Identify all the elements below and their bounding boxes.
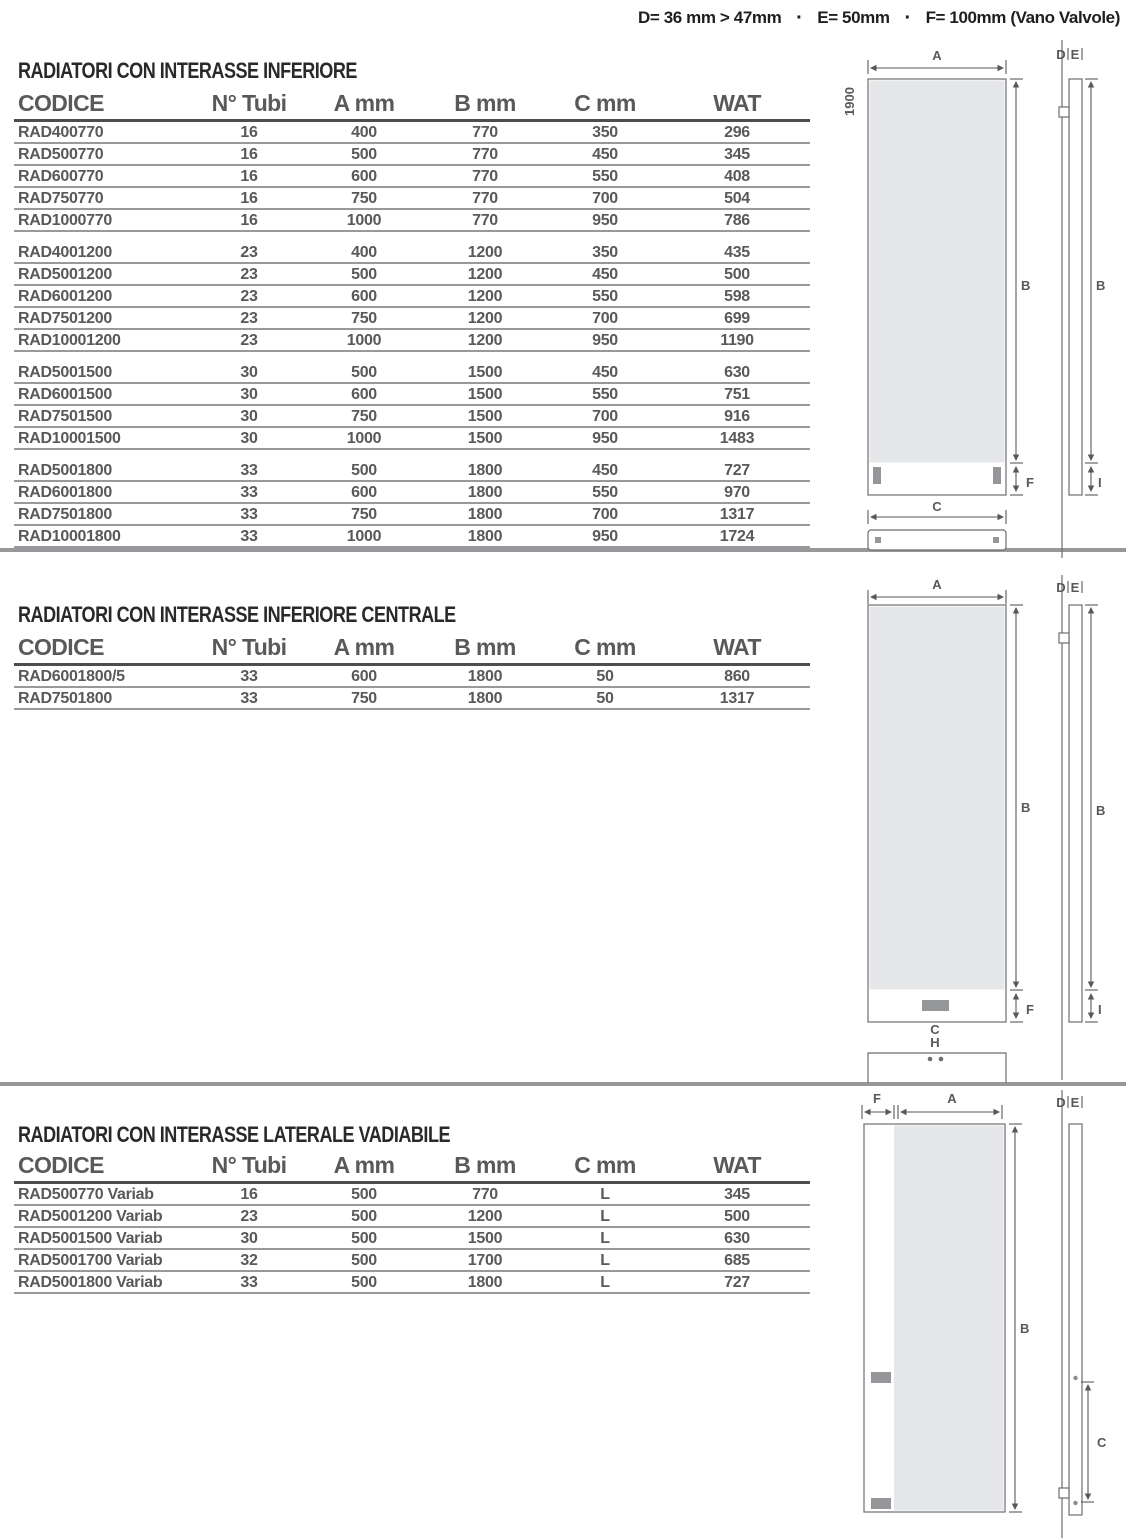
radiator-side-view <box>1069 1124 1082 1515</box>
code-cell: RAD5001800 <box>18 462 112 479</box>
dim-label-b-side: B <box>1096 278 1106 293</box>
value-cell: 450 <box>592 266 618 283</box>
value-cell: 50 <box>596 690 614 707</box>
value-cell: L <box>600 1186 610 1203</box>
value-cell: 30 <box>240 364 258 381</box>
spec-f: F= 100mm (Vano Valvole) <box>925 8 1120 27</box>
column-header: A mm <box>333 1152 395 1178</box>
column-header: N° Tubi <box>211 1152 287 1178</box>
valve-connection-upper <box>871 1372 891 1383</box>
code-cell: RAD6001500 <box>18 386 112 403</box>
value-cell: 16 <box>240 168 258 185</box>
value-cell: L <box>600 1230 610 1247</box>
table-row <box>14 482 810 504</box>
value-cell: 450 <box>592 364 618 381</box>
value-cell: 550 <box>592 484 618 501</box>
code-cell: RAD5001200 Variab <box>18 1208 163 1225</box>
table-group <box>14 460 810 548</box>
bottom-port-right <box>993 537 999 543</box>
valve-connection-left <box>873 467 881 484</box>
code-cell: RAD5001700 Variab <box>18 1252 163 1269</box>
valve-connection-lower <box>871 1498 891 1509</box>
value-cell: 916 <box>724 408 750 425</box>
code-cell: RAD5001200 <box>18 266 112 283</box>
value-cell: 1317 <box>719 506 755 523</box>
column-header: N° Tubi <box>211 90 287 116</box>
code-cell: RAD500770 <box>18 146 104 163</box>
table-row <box>14 264 810 286</box>
value-cell: 550 <box>592 168 618 185</box>
table-row <box>14 1250 810 1272</box>
value-cell: 950 <box>592 528 618 545</box>
value-cell: 500 <box>351 1208 377 1225</box>
table-row <box>14 460 810 482</box>
diagram-interasse-laterale-variabile <box>830 1090 1126 1538</box>
dim-label-a: A <box>932 577 942 592</box>
valve-connection-right <box>993 467 1001 484</box>
value-cell: 350 <box>592 244 618 261</box>
dim-label-d: D <box>1056 47 1066 62</box>
value-cell: 500 <box>724 1208 750 1225</box>
value-cell: 1200 <box>467 288 503 305</box>
wall-bracket <box>1059 633 1069 643</box>
value-cell: 23 <box>240 310 258 327</box>
value-cell: 23 <box>240 288 258 305</box>
wall-bracket <box>1059 107 1069 117</box>
value-cell: 1800 <box>467 668 503 685</box>
value-cell: 770 <box>472 124 498 141</box>
code-cell: RAD5001500 <box>18 364 112 381</box>
value-cell: 500 <box>351 1186 377 1203</box>
section-title-inferiore-centrale: RADIATORI CON INTERASSE INFERIORE CENTRALE <box>18 602 456 627</box>
table-row <box>14 384 810 406</box>
value-cell: 1724 <box>719 528 755 545</box>
radiator-side-view <box>1069 605 1082 1022</box>
radiator-body <box>870 607 1005 990</box>
value-cell: 435 <box>724 244 750 261</box>
value-cell: 1800 <box>467 462 503 479</box>
value-cell: 1000 <box>346 212 382 229</box>
value-cell: 600 <box>351 168 377 185</box>
value-cell: 500 <box>351 1274 377 1291</box>
column-header: C mm <box>574 1152 636 1178</box>
table-row <box>14 286 810 308</box>
column-header: B mm <box>454 1152 516 1178</box>
value-cell: 1500 <box>467 1230 503 1247</box>
value-cell: 1800 <box>467 690 503 707</box>
table-interasse-laterale-vadiabile <box>14 1150 810 1304</box>
column-header: A mm <box>333 90 395 116</box>
table-row <box>14 526 810 548</box>
value-cell: 16 <box>240 1186 258 1203</box>
column-header: C mm <box>574 634 636 660</box>
central-connection <box>922 1000 949 1011</box>
value-cell: 1800 <box>467 1274 503 1291</box>
value-cell: 16 <box>240 146 258 163</box>
table-row <box>14 688 810 710</box>
value-cell: 500 <box>351 1230 377 1247</box>
table-group <box>14 362 810 450</box>
dim-label-i: I <box>1098 475 1102 490</box>
bottom-port-left <box>875 537 881 543</box>
value-cell: 751 <box>724 386 750 403</box>
code-cell: RAD400770 <box>18 124 104 141</box>
table-row <box>14 330 810 352</box>
value-cell: 950 <box>592 430 618 447</box>
dim-label-f: F <box>1026 475 1034 490</box>
value-cell: 1200 <box>467 244 503 261</box>
value-cell: 1800 <box>467 506 503 523</box>
value-cell: 345 <box>724 1186 750 1203</box>
value-cell: 504 <box>724 190 750 207</box>
dim-label-a: A <box>947 1091 957 1106</box>
radiator-body <box>870 81 1005 463</box>
value-cell: 350 <box>592 124 618 141</box>
column-header: WAT <box>713 1152 761 1178</box>
spec-bullet-2: · <box>904 7 911 29</box>
radiator-bottom-view <box>868 1053 1006 1083</box>
value-cell: 1190 <box>720 332 754 349</box>
column-header: C mm <box>574 90 636 116</box>
table-group <box>14 1184 810 1294</box>
code-cell: RAD6001200 <box>18 288 112 305</box>
value-cell: 770 <box>472 190 498 207</box>
value-cell: 699 <box>724 310 750 327</box>
code-cell: RAD1000770 <box>18 212 112 229</box>
value-cell: 30 <box>240 1230 258 1247</box>
code-cell: RAD10001800 <box>18 528 121 545</box>
table-group <box>14 666 810 710</box>
column-header: CODICE <box>18 90 104 116</box>
value-cell: 770 <box>472 168 498 185</box>
code-cell: RAD500770 Variab <box>18 1186 154 1203</box>
value-cell: 700 <box>592 310 618 327</box>
spec-e: E= 50mm <box>817 8 890 27</box>
dim-label-d: D <box>1056 1095 1066 1110</box>
value-cell: 1200 <box>467 266 503 283</box>
value-cell: 450 <box>592 146 618 163</box>
value-cell: 750 <box>351 690 377 707</box>
value-cell: 408 <box>724 168 750 185</box>
value-cell: 500 <box>351 364 377 381</box>
value-cell: 450 <box>592 462 618 479</box>
dim-label-e: E <box>1070 1095 1080 1110</box>
value-cell: 630 <box>724 1230 750 1247</box>
table-row <box>14 1206 810 1228</box>
table-row <box>14 144 810 166</box>
value-cell: 500 <box>351 1252 377 1269</box>
table-row <box>14 428 810 450</box>
value-cell: 1200 <box>467 332 503 349</box>
value-cell: 1700 <box>467 1252 503 1269</box>
code-cell: RAD5001800 Variab <box>18 1274 163 1291</box>
value-cell: 950 <box>592 332 618 349</box>
side-port-upper <box>1073 1376 1077 1380</box>
dim-label-i: I <box>1098 1002 1102 1017</box>
value-cell: 1500 <box>467 364 503 381</box>
value-cell: 600 <box>351 668 377 685</box>
dim-label-h: H <box>930 1035 940 1050</box>
value-cell: L <box>600 1208 610 1225</box>
value-cell: 600 <box>351 484 377 501</box>
table-interasse-inferiore-centrale <box>14 632 810 720</box>
value-cell: 16 <box>240 190 258 207</box>
dim-label-c: C <box>930 1022 940 1037</box>
table-header-row <box>14 1150 810 1184</box>
value-cell: 30 <box>240 386 258 403</box>
code-cell: RAD7501200 <box>18 310 112 327</box>
column-header: CODICE <box>18 634 104 660</box>
value-cell: 630 <box>724 364 750 381</box>
table-row <box>14 666 810 688</box>
value-cell: 786 <box>724 212 750 229</box>
table-interasse-inferiore <box>14 88 810 558</box>
value-cell: 550 <box>592 288 618 305</box>
code-cell: RAD6001800/5 <box>18 668 125 685</box>
side-port-lower <box>1073 1501 1077 1505</box>
diagram-interasse-inferiore-centrale <box>830 575 1126 1085</box>
radiator-body <box>894 1126 1004 1511</box>
radiator-bottom-view <box>868 530 1006 550</box>
diagram-interasse-inferiore <box>830 40 1126 565</box>
code-cell: RAD600770 <box>18 168 104 185</box>
value-cell: 30 <box>240 408 258 425</box>
code-cell: RAD750770 <box>18 190 104 207</box>
value-cell: 860 <box>724 668 750 685</box>
value-cell: 1500 <box>467 408 503 425</box>
value-cell: 1200 <box>467 1208 503 1225</box>
value-cell: 33 <box>240 462 258 479</box>
value-cell: 770 <box>472 1186 498 1203</box>
radiator-side-view <box>1069 79 1082 495</box>
value-cell: 50 <box>596 668 614 685</box>
value-cell: 33 <box>240 506 258 523</box>
value-cell: 727 <box>724 462 750 479</box>
value-cell: 700 <box>592 190 618 207</box>
column-header: B mm <box>454 634 516 660</box>
value-cell: 32 <box>240 1252 258 1269</box>
section-title-inferiore: RADIATORI CON INTERASSE INFERIORE <box>18 58 357 83</box>
column-header: WAT <box>713 90 761 116</box>
dim-label-c: C <box>1097 1435 1107 1450</box>
value-cell: 33 <box>240 528 258 545</box>
spec-bullet-1: · <box>796 7 803 29</box>
value-cell: 1500 <box>467 430 503 447</box>
code-cell: RAD10001200 <box>18 332 121 349</box>
dim-label-e: E <box>1070 47 1080 62</box>
value-cell: L <box>600 1252 610 1269</box>
table-row <box>14 210 810 232</box>
table-row <box>14 122 810 144</box>
value-cell: 550 <box>592 386 618 403</box>
value-cell: 750 <box>351 190 377 207</box>
code-cell: RAD10001500 <box>18 430 121 447</box>
dim-label-b: B <box>1021 800 1031 815</box>
code-cell: RAD7501500 <box>18 408 112 425</box>
value-cell: 500 <box>351 462 377 479</box>
code-cell: RAD6001800 <box>18 484 112 501</box>
value-cell: 950 <box>592 212 618 229</box>
value-cell: 750 <box>351 506 377 523</box>
value-cell: 1500 <box>467 386 503 403</box>
code-cell: RAD5001500 Variab <box>18 1230 163 1247</box>
value-cell: 1800 <box>467 528 503 545</box>
table-row <box>14 308 810 330</box>
dim-label-f: F <box>873 1091 881 1106</box>
bottom-port-right <box>939 1057 944 1062</box>
value-cell: 33 <box>240 690 258 707</box>
value-cell: 30 <box>240 430 258 447</box>
table-group <box>14 122 810 232</box>
value-cell: 23 <box>240 266 258 283</box>
value-cell: 1000 <box>346 430 382 447</box>
value-cell: 23 <box>240 244 258 261</box>
value-cell: 23 <box>240 1208 258 1225</box>
dim-label-e: E <box>1070 580 1080 595</box>
value-cell: 1317 <box>719 690 755 707</box>
value-cell: 23 <box>240 332 258 349</box>
column-header: B mm <box>454 90 516 116</box>
table-row <box>14 504 810 526</box>
table-header-row <box>14 632 810 666</box>
value-cell: 750 <box>351 408 377 425</box>
value-cell: 16 <box>240 124 258 141</box>
column-header: WAT <box>713 634 761 660</box>
value-cell: 500 <box>351 146 377 163</box>
value-cell: 1000 <box>346 528 382 545</box>
height-note: 1900 <box>842 87 857 116</box>
dim-label-f: F <box>1026 1002 1034 1017</box>
value-cell: 33 <box>240 1274 258 1291</box>
table-row <box>14 1272 810 1294</box>
table-row <box>14 188 810 210</box>
value-cell: 1483 <box>719 430 755 447</box>
value-cell: 970 <box>724 484 750 501</box>
dim-label-c: C <box>932 499 942 514</box>
dim-label-b: B <box>1021 278 1031 293</box>
value-cell: 600 <box>351 288 377 305</box>
dim-label-a: A <box>932 48 942 63</box>
code-cell: RAD7501800 <box>18 506 112 523</box>
value-cell: 750 <box>351 310 377 327</box>
value-cell: 598 <box>724 288 750 305</box>
table-header-row <box>14 88 810 122</box>
table-group <box>14 242 810 352</box>
code-cell: RAD7501800 <box>18 690 112 707</box>
bottom-port-left <box>928 1057 933 1062</box>
value-cell: 500 <box>724 266 750 283</box>
value-cell: 33 <box>240 668 258 685</box>
value-cell: 33 <box>240 484 258 501</box>
table-row <box>14 242 810 264</box>
dim-label-d: D <box>1056 580 1066 595</box>
value-cell: 1800 <box>467 484 503 501</box>
table-row <box>14 406 810 428</box>
value-cell: 400 <box>351 244 377 261</box>
table-row <box>14 362 810 384</box>
value-cell: 727 <box>724 1274 750 1291</box>
dim-label-b-side: B <box>1096 803 1106 818</box>
value-cell: 700 <box>592 408 618 425</box>
value-cell: 770 <box>472 146 498 163</box>
value-cell: 685 <box>724 1252 750 1269</box>
value-cell: 296 <box>724 124 750 141</box>
spec-d: D= 36 mm > 47mm <box>638 8 782 27</box>
table-row <box>14 166 810 188</box>
column-header: CODICE <box>18 1152 104 1178</box>
spec-header <box>638 8 1120 28</box>
code-cell: RAD4001200 <box>18 244 112 261</box>
value-cell: 345 <box>724 146 750 163</box>
value-cell: L <box>600 1274 610 1291</box>
value-cell: 1000 <box>346 332 382 349</box>
value-cell: 500 <box>351 266 377 283</box>
table-row <box>14 1184 810 1206</box>
value-cell: 16 <box>240 212 258 229</box>
section-title-laterale-vadiabile: RADIATORI CON INTERASSE LATERALE VADIABILE <box>18 1122 451 1147</box>
value-cell: 700 <box>592 506 618 523</box>
value-cell: 400 <box>351 124 377 141</box>
wall-bracket <box>1059 1488 1069 1498</box>
value-cell: 600 <box>351 386 377 403</box>
value-cell: 1200 <box>467 310 503 327</box>
column-header: N° Tubi <box>211 634 287 660</box>
column-header: A mm <box>333 634 395 660</box>
dim-label-b: B <box>1020 1321 1030 1336</box>
value-cell: 770 <box>472 212 498 229</box>
table-row <box>14 1228 810 1250</box>
